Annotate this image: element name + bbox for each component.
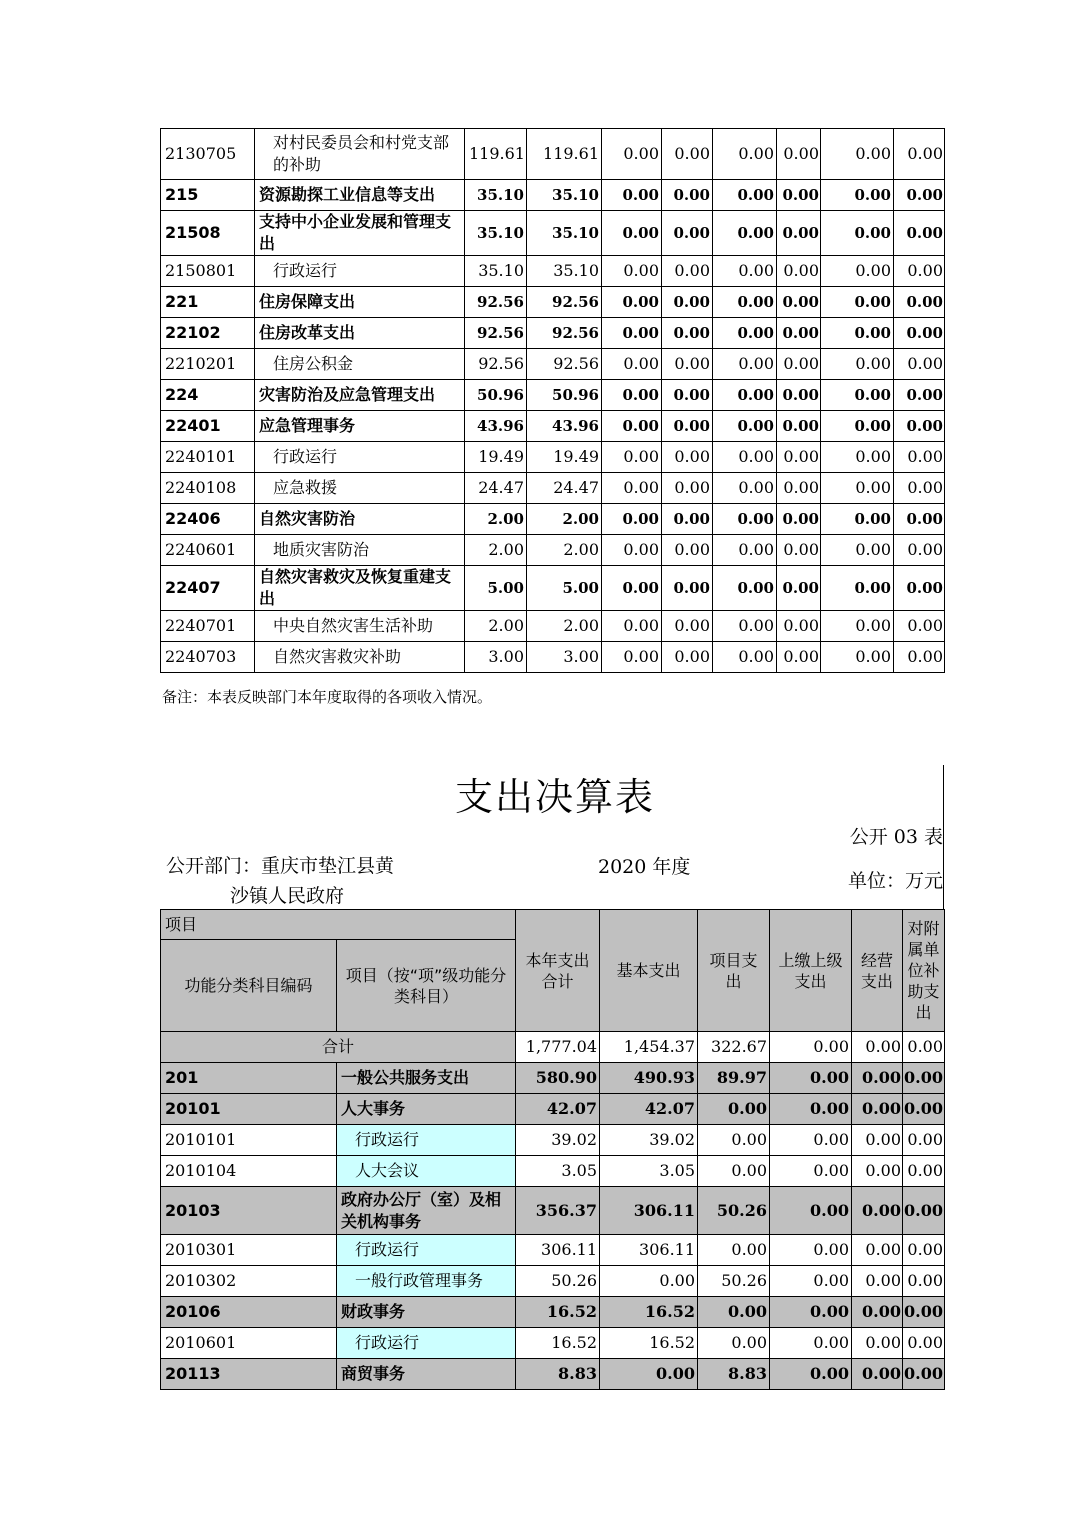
sum-label: 合计 [161, 1032, 516, 1063]
row-value: 16.52 [600, 1328, 698, 1359]
table-row [161, 287, 945, 318]
row-value: 0.00 [894, 180, 945, 211]
row-value: 0.00 [894, 473, 945, 504]
row-value: 119.61 [465, 129, 527, 180]
row-value: 92.56 [527, 287, 602, 318]
row-value: 2.00 [465, 535, 527, 566]
row-value: 50.26 [516, 1266, 600, 1297]
row-name: 资源勘探工业信息等支出 [255, 180, 465, 211]
row-value: 0.00 [894, 566, 945, 611]
row-value: 35.10 [465, 211, 527, 256]
row-value: 0.00 [662, 129, 713, 180]
row-value: 2.00 [527, 504, 602, 535]
sum-row [161, 1032, 945, 1063]
row-value: 42.07 [600, 1094, 698, 1125]
row-code: 2130705 [161, 129, 255, 180]
row-name: 住房改革支出 [255, 318, 465, 349]
table-row [161, 642, 945, 673]
row-value: 0.00 [894, 642, 945, 673]
row-value: 0.00 [894, 129, 945, 180]
header-upper: 上缴上级支出 [770, 910, 852, 1032]
row-value: 0.00 [662, 318, 713, 349]
sum-value: 0.00 [770, 1032, 852, 1063]
row-value: 0.00 [698, 1297, 770, 1328]
row-value: 0.00 [894, 287, 945, 318]
row-value: 0.00 [777, 642, 821, 673]
row-value: 0.00 [903, 1297, 945, 1328]
table-row [161, 256, 945, 287]
row-value: 0.00 [894, 256, 945, 287]
row-value: 0.00 [852, 1125, 903, 1156]
row-value: 0.00 [713, 287, 777, 318]
row-code: 2010104 [161, 1156, 337, 1187]
table-row [161, 611, 945, 642]
table-row [161, 1266, 945, 1297]
row-value: 0.00 [713, 611, 777, 642]
row-name: 政府办公厅（室）及相关机构事务 [337, 1187, 516, 1235]
table-row [161, 1235, 945, 1266]
header-basic: 基本支出 [600, 910, 698, 1032]
header-code: 功能分类科目编码 [161, 940, 337, 1032]
row-name: 住房保障支出 [255, 287, 465, 318]
row-value: 0.00 [852, 1328, 903, 1359]
row-value: 119.61 [527, 129, 602, 180]
row-value: 0.00 [903, 1063, 945, 1094]
row-value: 0.00 [777, 411, 821, 442]
row-value: 0.00 [852, 1266, 903, 1297]
row-name: 自然灾害防治 [255, 504, 465, 535]
table-tag: 公开 03 表 [849, 826, 943, 848]
table-row [161, 535, 945, 566]
row-value: 0.00 [602, 211, 662, 256]
row-value: 0.00 [894, 211, 945, 256]
row-value: 92.56 [527, 318, 602, 349]
row-value: 0.00 [602, 349, 662, 380]
row-value: 0.00 [903, 1125, 945, 1156]
row-value: 0.00 [777, 287, 821, 318]
row-value: 92.56 [465, 318, 527, 349]
row-value: 0.00 [821, 473, 894, 504]
row-value: 0.00 [770, 1359, 852, 1390]
row-code: 22407 [161, 566, 255, 611]
row-value: 0.00 [894, 411, 945, 442]
table-row [161, 380, 945, 411]
row-value: 3.00 [465, 642, 527, 673]
table-row [161, 318, 945, 349]
row-code: 215 [161, 180, 255, 211]
row-code: 22102 [161, 318, 255, 349]
row-value: 0.00 [662, 473, 713, 504]
row-value: 0.00 [713, 411, 777, 442]
row-value: 0.00 [903, 1359, 945, 1390]
page-title: 支出决算表 [454, 775, 655, 819]
row-value: 35.10 [465, 180, 527, 211]
row-value: 0.00 [852, 1187, 903, 1235]
row-code: 20101 [161, 1094, 337, 1125]
row-value: 0.00 [894, 380, 945, 411]
row-value: 89.97 [698, 1063, 770, 1094]
unit-label: 单位：万元 [847, 870, 943, 892]
row-value: 0.00 [662, 566, 713, 611]
row-value: 35.10 [527, 256, 602, 287]
table-row [161, 504, 945, 535]
row-value: 0.00 [852, 1156, 903, 1187]
row-value: 0.00 [821, 180, 894, 211]
row-value: 0.00 [821, 411, 894, 442]
row-value: 0.00 [662, 349, 713, 380]
row-value: 0.00 [894, 349, 945, 380]
row-value: 0.00 [600, 1359, 698, 1390]
header-row-1 [161, 910, 945, 940]
row-value: 0.00 [713, 504, 777, 535]
row-value: 8.83 [516, 1359, 600, 1390]
row-value: 43.96 [527, 411, 602, 442]
row-code: 2240601 [161, 535, 255, 566]
header-business: 经营支出 [852, 910, 903, 1032]
row-value: 2.00 [527, 611, 602, 642]
table-row [161, 1094, 945, 1125]
row-value: 0.00 [852, 1063, 903, 1094]
header-item: 项目 [161, 910, 516, 940]
row-value: 490.93 [600, 1063, 698, 1094]
row-value: 0.00 [821, 287, 894, 318]
fiscal-year: 2020 年度 [598, 856, 691, 878]
row-name: 一般公共服务支出 [337, 1063, 516, 1094]
table-row [161, 442, 945, 473]
row-value: 0.00 [713, 180, 777, 211]
row-value: 0.00 [602, 566, 662, 611]
row-value: 0.00 [770, 1187, 852, 1235]
row-value: 0.00 [713, 349, 777, 380]
row-value: 0.00 [602, 442, 662, 473]
row-value: 0.00 [602, 180, 662, 211]
row-value: 0.00 [713, 442, 777, 473]
row-value: 0.00 [894, 611, 945, 642]
table-row [161, 1063, 945, 1094]
row-value: 0.00 [777, 504, 821, 535]
row-value: 0.00 [770, 1063, 852, 1094]
row-name: 人大事务 [337, 1094, 516, 1125]
sum-value: 1,777.04 [516, 1032, 600, 1063]
row-code: 2010302 [161, 1266, 337, 1297]
row-code: 2010601 [161, 1328, 337, 1359]
row-value: 0.00 [777, 473, 821, 504]
row-value: 16.52 [600, 1297, 698, 1328]
row-value: 0.00 [602, 380, 662, 411]
row-value: 0.00 [821, 256, 894, 287]
row-value: 0.00 [662, 287, 713, 318]
row-name: 自然灾害救灾补助 [255, 642, 465, 673]
row-value: 0.00 [852, 1235, 903, 1266]
row-value: 35.10 [465, 256, 527, 287]
row-code: 221 [161, 287, 255, 318]
row-value: 580.90 [516, 1063, 600, 1094]
row-value: 0.00 [662, 411, 713, 442]
row-value: 0.00 [662, 504, 713, 535]
row-value: 0.00 [713, 473, 777, 504]
row-name: 支持中小企业发展和管理支出 [255, 211, 465, 256]
row-code: 2010101 [161, 1125, 337, 1156]
row-value: 0.00 [821, 611, 894, 642]
row-value: 0.00 [777, 129, 821, 180]
table-row [161, 411, 945, 442]
row-name: 对村民委员会和村党支部的补助 [255, 129, 465, 180]
row-value: 356.37 [516, 1187, 600, 1235]
row-code: 2210201 [161, 349, 255, 380]
row-name: 人大会议 [337, 1156, 516, 1187]
row-value: 0.00 [770, 1297, 852, 1328]
row-value: 0.00 [662, 642, 713, 673]
row-name: 商贸事务 [337, 1359, 516, 1390]
row-value: 0.00 [713, 211, 777, 256]
row-code: 20103 [161, 1187, 337, 1235]
department-line-1: 公开部门：重庆市垫江县黄 [166, 855, 395, 877]
row-code: 20106 [161, 1297, 337, 1328]
row-value: 43.96 [465, 411, 527, 442]
row-value: 0.00 [713, 318, 777, 349]
row-value: 0.00 [821, 566, 894, 611]
row-value: 0.00 [602, 504, 662, 535]
table-row [161, 211, 945, 256]
table-row [161, 566, 945, 611]
row-value: 0.00 [821, 211, 894, 256]
row-code: 22401 [161, 411, 255, 442]
row-value: 0.00 [662, 442, 713, 473]
row-value: 0.00 [602, 411, 662, 442]
row-value: 0.00 [602, 642, 662, 673]
row-value: 0.00 [894, 535, 945, 566]
row-value: 0.00 [698, 1125, 770, 1156]
row-name: 地质灾害防治 [255, 535, 465, 566]
row-value: 92.56 [465, 287, 527, 318]
sum-value: 0.00 [903, 1032, 945, 1063]
department-label [166, 851, 394, 911]
row-value: 0.00 [777, 318, 821, 349]
row-value: 0.00 [777, 180, 821, 211]
row-value: 0.00 [662, 256, 713, 287]
row-code: 21508 [161, 211, 255, 256]
row-value: 50.96 [465, 380, 527, 411]
row-value: 0.00 [894, 442, 945, 473]
row-value: 0.00 [770, 1328, 852, 1359]
row-code: 201 [161, 1063, 337, 1094]
table-row [161, 1125, 945, 1156]
row-name: 中央自然灾害生活补助 [255, 611, 465, 642]
row-code: 22406 [161, 504, 255, 535]
row-code: 224 [161, 380, 255, 411]
row-value: 0.00 [903, 1156, 945, 1187]
row-value: 5.00 [527, 566, 602, 611]
table-row [161, 1187, 945, 1235]
row-name: 应急救援 [255, 473, 465, 504]
row-value: 19.49 [527, 442, 602, 473]
header-name: 项目（按“项”级功能分类科目） [337, 940, 516, 1032]
row-name: 一般行政管理事务 [337, 1266, 516, 1297]
row-value: 0.00 [698, 1235, 770, 1266]
row-value: 0.00 [852, 1297, 903, 1328]
row-value: 0.00 [821, 380, 894, 411]
row-value: 19.49 [465, 442, 527, 473]
table-row [161, 1156, 945, 1187]
row-value: 92.56 [465, 349, 527, 380]
row-value: 50.26 [698, 1266, 770, 1297]
row-value: 0.00 [821, 318, 894, 349]
row-code: 2010301 [161, 1235, 337, 1266]
row-value: 0.00 [770, 1235, 852, 1266]
row-name: 住房公积金 [255, 349, 465, 380]
row-value: 0.00 [698, 1156, 770, 1187]
row-value: 0.00 [662, 180, 713, 211]
row-value: 0.00 [852, 1359, 903, 1390]
row-value: 0.00 [602, 318, 662, 349]
row-value: 8.83 [698, 1359, 770, 1390]
row-value: 0.00 [777, 256, 821, 287]
row-value: 35.10 [527, 180, 602, 211]
row-name: 灾害防治及应急管理支出 [255, 380, 465, 411]
row-value: 0.00 [777, 211, 821, 256]
row-value: 0.00 [602, 129, 662, 180]
row-name: 行政运行 [337, 1125, 516, 1156]
row-value: 0.00 [903, 1187, 945, 1235]
row-value: 42.07 [516, 1094, 600, 1125]
row-value: 306.11 [600, 1235, 698, 1266]
row-value: 0.00 [602, 287, 662, 318]
row-code: 2240108 [161, 473, 255, 504]
income-table-continued [160, 128, 945, 673]
row-value: 0.00 [713, 642, 777, 673]
row-value: 24.47 [465, 473, 527, 504]
table-row [161, 1297, 945, 1328]
row-value: 0.00 [662, 611, 713, 642]
row-value: 3.00 [527, 642, 602, 673]
row-value: 5.00 [465, 566, 527, 611]
row-value: 0.00 [777, 611, 821, 642]
row-value: 0.00 [777, 566, 821, 611]
expenditure-table [160, 909, 945, 1390]
row-code: 2150801 [161, 256, 255, 287]
sum-value: 322.67 [698, 1032, 770, 1063]
row-value: 0.00 [777, 380, 821, 411]
row-value: 0.00 [894, 318, 945, 349]
table-row [161, 473, 945, 504]
sum-value: 0.00 [852, 1032, 903, 1063]
row-value: 0.00 [903, 1094, 945, 1125]
row-value: 0.00 [770, 1094, 852, 1125]
row-value: 50.96 [527, 380, 602, 411]
row-value: 0.00 [662, 211, 713, 256]
row-value: 24.47 [527, 473, 602, 504]
row-value: 0.00 [698, 1094, 770, 1125]
row-value: 39.02 [600, 1125, 698, 1156]
row-value: 0.00 [713, 566, 777, 611]
row-name: 行政运行 [255, 442, 465, 473]
row-value: 2.00 [465, 611, 527, 642]
row-value: 0.00 [852, 1094, 903, 1125]
row-value: 0.00 [894, 504, 945, 535]
row-value: 0.00 [602, 473, 662, 504]
header-subsidy: 对附属单位补助支出 [903, 910, 945, 1032]
header-project: 项目支出 [698, 910, 770, 1032]
row-value: 0.00 [903, 1235, 945, 1266]
row-value: 3.05 [600, 1156, 698, 1187]
row-value: 0.00 [821, 642, 894, 673]
row-name: 行政运行 [337, 1235, 516, 1266]
row-value: 2.00 [465, 504, 527, 535]
row-value: 0.00 [770, 1266, 852, 1297]
table-note: 备注：本表反映部门本年度取得的各项收入情况。 [162, 688, 493, 706]
row-value: 3.05 [516, 1156, 600, 1187]
table-row [161, 349, 945, 380]
row-value: 0.00 [713, 256, 777, 287]
row-value: 0.00 [602, 611, 662, 642]
table-row [161, 129, 945, 180]
row-value: 0.00 [662, 535, 713, 566]
row-value: 0.00 [903, 1266, 945, 1297]
row-name: 行政运行 [255, 256, 465, 287]
row-value: 0.00 [602, 535, 662, 566]
row-value: 0.00 [713, 129, 777, 180]
row-value: 0.00 [770, 1156, 852, 1187]
row-value: 0.00 [821, 129, 894, 180]
row-value: 2.00 [527, 535, 602, 566]
row-value: 0.00 [777, 442, 821, 473]
department-line-2: 沙镇人民政府 [230, 885, 345, 907]
row-value: 306.11 [600, 1187, 698, 1235]
row-name: 行政运行 [337, 1328, 516, 1359]
row-value: 0.00 [821, 504, 894, 535]
row-value: 0.00 [698, 1328, 770, 1359]
row-value: 0.00 [770, 1125, 852, 1156]
row-name: 应急管理事务 [255, 411, 465, 442]
row-value: 0.00 [713, 535, 777, 566]
table-row [161, 1359, 945, 1390]
row-code: 2240101 [161, 442, 255, 473]
row-value: 0.00 [662, 380, 713, 411]
row-value: 0.00 [713, 380, 777, 411]
row-code: 2240701 [161, 611, 255, 642]
header-total: 本年支出合计 [516, 910, 600, 1032]
row-value: 0.00 [821, 442, 894, 473]
table-row [161, 180, 945, 211]
row-value: 0.00 [777, 535, 821, 566]
row-name: 财政事务 [337, 1297, 516, 1328]
row-code: 20113 [161, 1359, 337, 1390]
row-value: 0.00 [600, 1266, 698, 1297]
row-value: 50.26 [698, 1187, 770, 1235]
row-value: 0.00 [777, 349, 821, 380]
row-name: 自然灾害救灾及恢复重建支出 [255, 566, 465, 611]
table-row [161, 1328, 945, 1359]
row-value: 0.00 [602, 256, 662, 287]
row-value: 35.10 [527, 211, 602, 256]
row-value: 0.00 [903, 1328, 945, 1359]
row-value: 16.52 [516, 1328, 600, 1359]
row-value: 16.52 [516, 1297, 600, 1328]
row-value: 39.02 [516, 1125, 600, 1156]
row-value: 0.00 [821, 349, 894, 380]
row-value: 306.11 [516, 1235, 600, 1266]
row-value: 0.00 [821, 535, 894, 566]
sum-value: 1,454.37 [600, 1032, 698, 1063]
row-code: 2240703 [161, 642, 255, 673]
row-value: 92.56 [527, 349, 602, 380]
